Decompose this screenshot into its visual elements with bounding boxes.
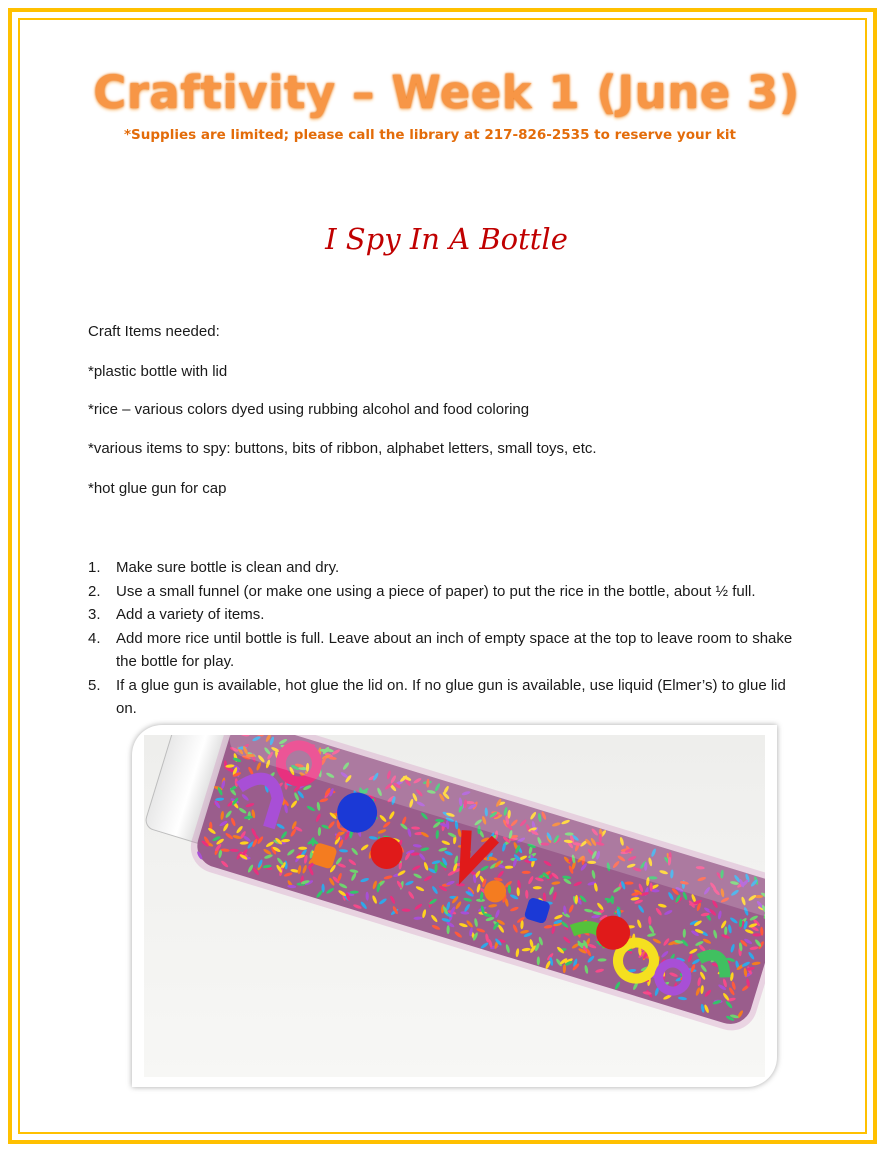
step-number: 4. <box>88 629 101 647</box>
craft-item: *various items to spy: buttons, bits of ribbon, alphabet letters, small toys, etc. <box>88 440 597 457</box>
step-text: Add more rice until bottle is full. Leave about an inch of empty space at the top to leave room to shake the bottle for play. <box>116 629 793 670</box>
rice-grain <box>752 933 761 936</box>
step-number: 1. <box>88 559 101 576</box>
step-text: Make sure bottle is clean and dry. <box>116 559 340 576</box>
instruction-step <box>88 580 808 604</box>
craft-item: *rice – various colors dyed using rubbing alcohol and food coloring <box>88 401 530 418</box>
instruction-step <box>88 627 808 674</box>
instruction-list <box>88 556 808 721</box>
supply-notice: *Supplies are limited; please call the library at 217-826-2535 to reserve your kit <box>123 127 737 143</box>
step-text: Add a variety of items. <box>116 606 265 623</box>
step-text: Use a small funnel (or make one using a piece of paper) to put the rice in the bottle, about ½ full. <box>116 582 756 600</box>
instruction-step <box>88 674 808 721</box>
instruction-step <box>88 556 808 580</box>
step-text: If a glue gun is available, hot glue the lid on. If no glue gun is available, use liquid (Elmer’s) to glue lid on. <box>116 676 786 717</box>
rice-grain <box>522 871 531 874</box>
rice-grain <box>533 886 542 889</box>
instruction-step <box>88 603 808 627</box>
step-number: 3. <box>88 606 101 623</box>
step-number: 2. <box>88 582 101 600</box>
bottle-photo-frame <box>132 725 777 1087</box>
craft-item: *hot glue gun for cap <box>88 480 227 497</box>
craft-title: I Spy In A Bottle <box>325 222 568 256</box>
step-number: 5. <box>88 676 101 694</box>
bottle-photo <box>144 735 765 1077</box>
rice-grain <box>625 881 634 884</box>
page-title: Craftivity – Week 1 (June 3) <box>93 66 800 119</box>
rice-grain <box>298 847 307 850</box>
items-heading: Craft Items needed: <box>88 323 220 340</box>
craft-item: *plastic bottle with lid <box>88 363 228 380</box>
